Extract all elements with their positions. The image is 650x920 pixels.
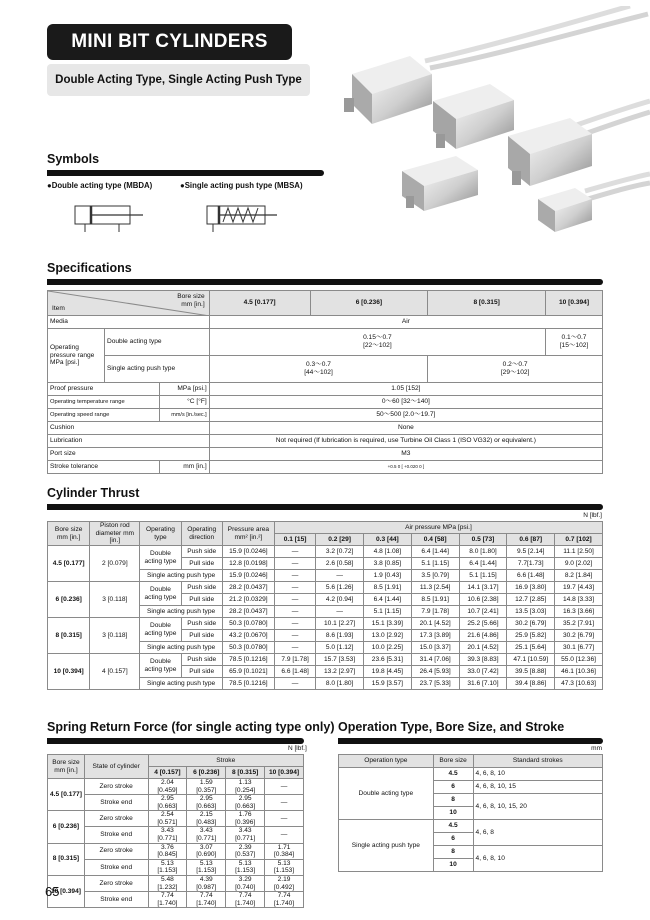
thrust-value-cell: — bbox=[316, 570, 364, 582]
table-row bbox=[48, 843, 304, 859]
thrust-value-cell: 5.1 [1.15] bbox=[364, 606, 412, 618]
spring-state-header: State of cylinder bbox=[84, 755, 148, 779]
thrust-value-cell: 11.3 [2.54] bbox=[411, 582, 459, 594]
specs-corner-cell bbox=[48, 291, 210, 316]
double-pressure-a-mpa: 0.15～0.7 bbox=[363, 334, 392, 342]
port-value: M3 bbox=[209, 448, 602, 461]
optype-bore: 8 bbox=[433, 794, 473, 807]
thrust-value-cell: 47.1 [10.59] bbox=[507, 654, 555, 666]
double-pressure-b-mpa: 0.1～0.7 bbox=[561, 334, 587, 342]
speed-unit: mm/s [in./sec.] bbox=[159, 409, 209, 422]
double-acting-label: Double acting type bbox=[104, 329, 209, 356]
optype-bore-header: Bore size bbox=[433, 755, 473, 768]
specs-rule bbox=[47, 279, 603, 285]
spring-value-cell: 2.54 [0.571] bbox=[148, 811, 187, 827]
optype-table bbox=[338, 754, 603, 872]
thrust-rule bbox=[47, 504, 603, 510]
single-pressure-b-mpa: 0.2～0.7 bbox=[502, 361, 528, 369]
thrust-value-cell: 5.1 [1.15] bbox=[411, 558, 459, 570]
thrust-value-cell: 15.0 [3.37] bbox=[411, 642, 459, 654]
thrust-value-cell: 7.9 [1.78] bbox=[274, 654, 315, 666]
spring-stroke-col: 4 [0.157] bbox=[148, 767, 187, 779]
thrust-type-cell: Single acting push type bbox=[140, 642, 223, 654]
single-pressure-b bbox=[428, 356, 603, 383]
single-pressure-b-psi: [29～102] bbox=[500, 369, 530, 376]
thrust-value-cell: 39.3 [8.83] bbox=[459, 654, 507, 666]
thrust-area-cell: 43.2 [0.0670] bbox=[222, 630, 274, 642]
spring-heading: Spring Return Force (for single acting type only) bbox=[47, 720, 335, 734]
spring-state-cell: Stroke end bbox=[84, 795, 148, 811]
table-row bbox=[48, 779, 304, 795]
thrust-area-cell: 21.2 [0.0329] bbox=[222, 594, 274, 606]
thrust-value-cell: 3.8 [0.85] bbox=[364, 558, 412, 570]
thrust-dir-header: Operating direction bbox=[181, 522, 222, 546]
thrust-value-cell: 3.2 [0.72] bbox=[316, 546, 364, 558]
spring-value-cell: 7.74 [1.740] bbox=[226, 892, 265, 908]
spring-value-cell: 3.29 [0.740] bbox=[226, 875, 265, 891]
spring-value-cell: 1.76 [0.396] bbox=[226, 811, 265, 827]
thrust-type-cell: Double acting type bbox=[140, 618, 181, 642]
thrust-bore-header: Bore size mm [in.] bbox=[48, 522, 90, 546]
thrust-area-cell: 50.3 [0.0780] bbox=[222, 618, 274, 630]
specs-heading: Specifications bbox=[47, 261, 132, 275]
thrust-value-cell: 6.4 [1.44] bbox=[364, 594, 412, 606]
spring-state-cell: Stroke end bbox=[84, 892, 148, 908]
thrust-area-cell: 78.5 [0.1216] bbox=[222, 678, 274, 690]
spring-stroke-header: Stroke bbox=[148, 755, 304, 767]
optype-strokes: 4, 6, 8 bbox=[473, 820, 602, 846]
thrust-value-cell: — bbox=[274, 594, 315, 606]
pressure-col-header: 0.6 [87] bbox=[507, 534, 555, 546]
optype-bore: 6 bbox=[433, 833, 473, 846]
spring-value-cell: 5.48 [1.232] bbox=[148, 875, 187, 891]
thrust-rod-cell: 2 [0.079] bbox=[90, 546, 140, 582]
spring-rule bbox=[47, 738, 304, 744]
thrust-value-cell: 20.1 [4.52] bbox=[459, 642, 507, 654]
thrust-value-cell: — bbox=[316, 606, 364, 618]
pressure-col-header: 0.3 [44] bbox=[364, 534, 412, 546]
thrust-value-cell: 15.7 [3.53] bbox=[316, 654, 364, 666]
thrust-dir-cell: Pull side bbox=[181, 594, 222, 606]
thrust-bore-cell: 8 [0.315] bbox=[48, 618, 90, 654]
thrust-value-cell: 39.4 [8.86] bbox=[507, 678, 555, 690]
optype-bore: 4.5 bbox=[433, 768, 473, 781]
thrust-value-cell: 35.2 [7.91] bbox=[555, 618, 603, 630]
thrust-dir-cell: Pull side bbox=[181, 630, 222, 642]
thrust-value-cell: 5.0 [1.12] bbox=[316, 642, 364, 654]
pressure-col-header: 0.4 [58] bbox=[411, 534, 459, 546]
thrust-value-cell: 7.9 [1.78] bbox=[411, 606, 459, 618]
thrust-value-cell: — bbox=[274, 582, 315, 594]
thrust-value-cell: 6.4 [1.44] bbox=[459, 558, 507, 570]
temp-value: 0～60 [32～140] bbox=[209, 396, 602, 409]
thrust-value-cell: 47.3 [10.63] bbox=[555, 678, 603, 690]
thrust-area-cell: 28.2 [0.0437] bbox=[222, 606, 274, 618]
cushion-label: Cushion bbox=[48, 422, 210, 435]
specs-table bbox=[47, 290, 603, 474]
spring-state-cell: Zero stroke bbox=[84, 875, 148, 891]
thrust-unit: N [lbf.] bbox=[583, 512, 602, 519]
thrust-value-cell: 26.4 [5.93] bbox=[411, 666, 459, 678]
spring-value-cell: 2.15 [0.483] bbox=[187, 811, 226, 827]
optype-strokes: 4, 6, 8, 10 bbox=[473, 846, 602, 872]
thrust-value-cell: 33.0 [7.42] bbox=[459, 666, 507, 678]
optype-bore: 8 bbox=[433, 846, 473, 859]
page-title: MINI BIT CYLINDERS bbox=[47, 24, 292, 60]
stroke-tol-label: Stroke tolerance bbox=[48, 461, 160, 474]
thrust-value-cell: 1.9 [0.43] bbox=[364, 570, 412, 582]
thrust-value-cell: 20.1 [4.52] bbox=[411, 618, 459, 630]
thrust-value-cell: 39.5 [8.88] bbox=[507, 666, 555, 678]
proof-value: 1.05 [152] bbox=[209, 383, 602, 396]
thrust-value-cell: 8.2 [1.84] bbox=[555, 570, 603, 582]
spring-value-cell: 7.74 [1.740] bbox=[265, 892, 304, 908]
spring-value-cell: 3.07 [0.690] bbox=[187, 843, 226, 859]
thrust-value-cell: 15.1 [3.39] bbox=[364, 618, 412, 630]
thrust-value-cell: 13.0 [2.92] bbox=[364, 630, 412, 642]
thrust-value-cell: 55.0 [12.36] bbox=[555, 654, 603, 666]
optype-bore: 10 bbox=[433, 859, 473, 872]
thrust-area-cell: 15.9 [0.0246] bbox=[222, 570, 274, 582]
single-pressure-a-psi: [44～102] bbox=[304, 369, 333, 376]
thrust-rod-header: Piston rod diameter mm [in.] bbox=[90, 522, 140, 546]
pressure-col-header: 0.7 [102] bbox=[555, 534, 603, 546]
thrust-value-cell: 16.3 [3.66] bbox=[555, 606, 603, 618]
thrust-area-cell: 12.8 [0.0198] bbox=[222, 558, 274, 570]
single-acting-symbol bbox=[195, 200, 285, 232]
thrust-value-cell: 30.1 [6.77] bbox=[555, 642, 603, 654]
lube-label: Lubrication bbox=[48, 435, 210, 448]
item-label: Item bbox=[52, 305, 65, 313]
optype-rule bbox=[338, 738, 603, 744]
pressure-col-header: 0.5 [73] bbox=[459, 534, 507, 546]
bore-header: 4.5 [0.177] bbox=[209, 291, 310, 316]
thrust-type-cell: Single acting push type bbox=[140, 678, 223, 690]
thrust-dir-cell: Push side bbox=[181, 654, 222, 666]
spring-value-cell: 7.74 [1.740] bbox=[187, 892, 226, 908]
spring-value-cell: 3.43 [0.771] bbox=[187, 827, 226, 843]
thrust-area-cell: 28.2 [0.0437] bbox=[222, 582, 274, 594]
thrust-value-cell: 6.6 [1.48] bbox=[274, 666, 315, 678]
spring-stroke-col: 10 [0.394] bbox=[265, 767, 304, 779]
symbol-double-label: ●Double acting type (MBDA) bbox=[47, 181, 153, 190]
thrust-value-cell: 13.5 [3.03] bbox=[507, 606, 555, 618]
thrust-value-cell: 10.6 [2.38] bbox=[459, 594, 507, 606]
pressure-col-header: 0.2 [29] bbox=[316, 534, 364, 546]
thrust-value-cell: 6.6 [1.48] bbox=[507, 570, 555, 582]
stroke-tol-value: +0.5 0 [ +0.020 0 ] bbox=[209, 461, 602, 474]
speed-label: Operating speed range bbox=[48, 409, 160, 422]
thrust-value-cell: 17.3 [3.89] bbox=[411, 630, 459, 642]
cylinder-4-shape bbox=[402, 156, 478, 211]
thrust-dir-cell: Pull side bbox=[181, 558, 222, 570]
thrust-value-cell: 30.2 [6.79] bbox=[555, 630, 603, 642]
bore-header: 8 [0.315] bbox=[428, 291, 546, 316]
table-row bbox=[48, 546, 603, 558]
thrust-value-cell: 25.1 [5.64] bbox=[507, 642, 555, 654]
page-subtitle: Double Acting Type, Single Acting Push Type bbox=[47, 64, 310, 96]
spring-value-cell: 3.76 [0.845] bbox=[148, 843, 187, 859]
spring-value-cell: 5.13 [1.153] bbox=[148, 859, 187, 875]
thrust-value-cell: — bbox=[274, 642, 315, 654]
thrust-value-cell: 25.9 [5.82] bbox=[507, 630, 555, 642]
proof-unit: MPa [psi.] bbox=[159, 383, 209, 396]
thrust-value-cell: 8.0 [1.80] bbox=[459, 546, 507, 558]
thrust-rod-cell: 3 [0.118] bbox=[90, 582, 140, 618]
thrust-value-cell: 46.1 [10.36] bbox=[555, 666, 603, 678]
optype-type-header: Operation type bbox=[339, 755, 434, 768]
cushion-value: None bbox=[209, 422, 602, 435]
temp-label: Operating temperature range bbox=[48, 396, 160, 409]
cylinder-2-shape bbox=[433, 84, 514, 149]
thrust-dir-cell: Push side bbox=[181, 582, 222, 594]
double-pressure-a-psi: [22～102] bbox=[363, 342, 392, 349]
media-label: Media bbox=[48, 316, 210, 329]
table-row bbox=[48, 875, 304, 891]
thrust-bore-cell: 4.5 [0.177] bbox=[48, 546, 90, 582]
table-row bbox=[48, 582, 603, 594]
spring-value-cell: 2.04 [0.459] bbox=[148, 779, 187, 795]
symbol-single-label: ●Single acting push type (MBSA) bbox=[180, 181, 303, 190]
optype-bore: 10 bbox=[433, 807, 473, 820]
optype-heading: Operation Type, Bore Size, and Stroke bbox=[338, 720, 565, 734]
spring-bore-cell: 6 [0.236] bbox=[48, 811, 85, 843]
table-row bbox=[48, 827, 304, 843]
spring-value-cell: 2.95 [0.663] bbox=[187, 795, 226, 811]
symbols-rule bbox=[47, 170, 324, 176]
spring-table bbox=[47, 754, 304, 908]
thrust-value-cell: 6.4 [1.44] bbox=[411, 546, 459, 558]
thrust-value-cell: — bbox=[274, 630, 315, 642]
spring-value-cell: — bbox=[265, 779, 304, 795]
double-pressure-a bbox=[209, 329, 545, 356]
thrust-type-cell: Single acting push type bbox=[140, 606, 223, 618]
thrust-value-cell: 8.5 [1.91] bbox=[411, 594, 459, 606]
spring-value-cell: — bbox=[265, 811, 304, 827]
spring-value-cell: 2.95 [0.663] bbox=[226, 795, 265, 811]
thrust-bore-cell: 10 [0.394] bbox=[48, 654, 90, 690]
table-row bbox=[48, 654, 603, 666]
temp-unit: °C [°F] bbox=[159, 396, 209, 409]
thrust-bore-cell: 6 [0.236] bbox=[48, 582, 90, 618]
spring-bore-header: Bore size mm [in.] bbox=[48, 755, 85, 779]
proof-label: Proof pressure bbox=[48, 383, 160, 396]
double-pressure-b-psi: [15～102] bbox=[559, 342, 589, 349]
thrust-value-cell: 19.8 [4.45] bbox=[364, 666, 412, 678]
bore-header: 10 [0.394] bbox=[546, 291, 603, 316]
thrust-value-cell: 19.7 [4.43] bbox=[555, 582, 603, 594]
double-acting-symbol bbox=[55, 200, 145, 232]
thrust-type-cell: Double acting type bbox=[140, 582, 181, 606]
spring-value-cell: 2.95 [0.663] bbox=[148, 795, 187, 811]
thrust-value-cell: — bbox=[274, 606, 315, 618]
optype-single-label: Single acting push type bbox=[339, 820, 434, 872]
spring-value-cell: 1.71 [0.384] bbox=[265, 843, 304, 859]
optype-double-label: Double acting type bbox=[339, 768, 434, 820]
thrust-value-cell: 3.5 [0.79] bbox=[411, 570, 459, 582]
single-pressure-a-mpa: 0.3～0.7 bbox=[306, 361, 331, 369]
spring-value-cell: 5.13 [1.153] bbox=[226, 859, 265, 875]
thrust-type-cell: Single acting push type bbox=[140, 570, 223, 582]
thrust-rod-cell: 4 [0.157] bbox=[90, 654, 140, 690]
thrust-area-cell: 50.3 [0.0780] bbox=[222, 642, 274, 654]
thrust-value-cell: 5.1 [1.15] bbox=[459, 570, 507, 582]
page-number: 65 bbox=[45, 884, 60, 899]
spring-value-cell: 7.74 [1.740] bbox=[148, 892, 187, 908]
thrust-value-cell: 13.2 [2.97] bbox=[316, 666, 364, 678]
optype-strokes: 4, 6, 8, 10 bbox=[473, 768, 602, 781]
thrust-value-cell: — bbox=[274, 546, 315, 558]
spring-bore-cell: 8 [0.315] bbox=[48, 843, 85, 875]
media-value: Air bbox=[209, 316, 602, 329]
speed-value: 50～500 [2.0～19.7] bbox=[209, 409, 602, 422]
spring-value-cell: 5.13 [1.153] bbox=[265, 859, 304, 875]
table-row bbox=[48, 795, 304, 811]
thrust-value-cell: 10.1 [2.27] bbox=[316, 618, 364, 630]
thrust-area-cell: 78.5 [0.1216] bbox=[222, 654, 274, 666]
thrust-value-cell: 21.6 [4.86] bbox=[459, 630, 507, 642]
thrust-value-cell: 14.1 [3.17] bbox=[459, 582, 507, 594]
spring-value-cell: 4.39 [0.987] bbox=[187, 875, 226, 891]
spring-state-cell: Stroke end bbox=[84, 859, 148, 875]
thrust-area-cell: 65.9 [0.1021] bbox=[222, 666, 274, 678]
table-row bbox=[48, 811, 304, 827]
thrust-value-cell: 8.6 [1.93] bbox=[316, 630, 364, 642]
spring-value-cell: 2.39 [0.537] bbox=[226, 843, 265, 859]
optype-bore: 4.5 bbox=[433, 820, 473, 833]
thrust-body bbox=[48, 546, 603, 690]
spring-state-cell: Zero stroke bbox=[84, 811, 148, 827]
thrust-dir-cell: Push side bbox=[181, 546, 222, 558]
thrust-value-cell: 23.6 [5.31] bbox=[364, 654, 412, 666]
thrust-value-cell: 2.6 [0.58] bbox=[316, 558, 364, 570]
spring-state-cell: Stroke end bbox=[84, 827, 148, 843]
spring-value-cell: — bbox=[265, 795, 304, 811]
spring-value-cell: 3.43 [0.771] bbox=[148, 827, 187, 843]
thrust-value-cell: 9.0 [2.02] bbox=[555, 558, 603, 570]
spring-body bbox=[48, 779, 304, 908]
thrust-area-header: Pressure area mm² [in.²] bbox=[222, 522, 274, 546]
thrust-dir-cell: Push side bbox=[181, 618, 222, 630]
thrust-value-cell: — bbox=[274, 570, 315, 582]
spring-state-cell: Zero stroke bbox=[84, 843, 148, 859]
single-acting-label: Single acting push type bbox=[104, 356, 209, 383]
thrust-value-cell: 8.0 [1.80] bbox=[316, 678, 364, 690]
spring-value-cell: 3.43 [0.771] bbox=[226, 827, 265, 843]
thrust-value-cell: 5.6 [1.26] bbox=[316, 582, 364, 594]
symbols-heading: Symbols bbox=[47, 152, 100, 166]
thrust-value-cell: 9.5 [2.14] bbox=[507, 546, 555, 558]
product-photo bbox=[330, 6, 650, 238]
lube-value: Not required (If lubrication is required, use Turbine Oil Class 1 (ISO VG32) or equivalent.) bbox=[209, 435, 602, 448]
cylinder-1-shape bbox=[344, 56, 432, 124]
spring-unit: N [lbf.] bbox=[288, 745, 307, 752]
spring-value-cell: — bbox=[265, 827, 304, 843]
table-row bbox=[48, 618, 603, 630]
port-label: Port size bbox=[48, 448, 210, 461]
thrust-value-cell: 7.7[1.73] bbox=[507, 558, 555, 570]
thrust-table bbox=[47, 521, 603, 690]
thrust-value-cell: 16.9 [3.80] bbox=[507, 582, 555, 594]
double-pressure-b bbox=[546, 329, 603, 356]
cylinder-5-shape bbox=[538, 188, 592, 232]
thrust-value-cell: 4.8 [1.08] bbox=[364, 546, 412, 558]
thrust-value-cell: 12.7 [2.85] bbox=[507, 594, 555, 606]
thrust-value-cell: 10.0 [2.25] bbox=[364, 642, 412, 654]
thrust-value-cell: — bbox=[274, 678, 315, 690]
pressure-col-header: 0.1 [15] bbox=[274, 534, 315, 546]
spring-value-cell: 5.13 [1.153] bbox=[187, 859, 226, 875]
thrust-value-cell: 31.4 [7.06] bbox=[411, 654, 459, 666]
bore-size-label: Bore size mm [in.] bbox=[177, 293, 205, 308]
spring-stroke-col: 8 [0.315] bbox=[226, 767, 265, 779]
cylinder-3-shape bbox=[508, 118, 592, 186]
thrust-area-cell: 15.9 [0.0246] bbox=[222, 546, 274, 558]
spring-stroke-col: 6 [0.236] bbox=[187, 767, 226, 779]
spring-value-cell: 2.19 [0.492] bbox=[265, 875, 304, 891]
thrust-value-cell: 15.9 [3.57] bbox=[364, 678, 412, 690]
spring-value-cell: 1.13 [0.254] bbox=[226, 779, 265, 795]
optype-unit: mm bbox=[591, 745, 602, 752]
thrust-value-cell: 4.2 [0.94] bbox=[316, 594, 364, 606]
thrust-value-cell: — bbox=[274, 558, 315, 570]
thrust-dir-cell: Pull side bbox=[181, 666, 222, 678]
table-row bbox=[48, 892, 304, 908]
thrust-heading: Cylinder Thrust bbox=[47, 486, 140, 500]
thrust-rod-cell: 3 [0.118] bbox=[90, 618, 140, 654]
pressure-label: Operating pressure range MPa [psi.] bbox=[48, 329, 105, 383]
spring-value-cell: 1.59 [0.357] bbox=[187, 779, 226, 795]
thrust-type-header: Operating type bbox=[140, 522, 181, 546]
thrust-value-cell: 8.5 [1.91] bbox=[364, 582, 412, 594]
thrust-value-cell: 31.6 [7.10] bbox=[459, 678, 507, 690]
thrust-value-cell: 14.8 [3.33] bbox=[555, 594, 603, 606]
thrust-value-cell: 11.1 [2.50] bbox=[555, 546, 603, 558]
thrust-value-cell: 10.7 [2.41] bbox=[459, 606, 507, 618]
table-row bbox=[48, 859, 304, 875]
single-pressure-a bbox=[209, 356, 428, 383]
thrust-value-cell: 23.7 [5.33] bbox=[411, 678, 459, 690]
thrust-pressure-header: Air pressure MPa [psi.] bbox=[274, 522, 602, 534]
spring-bore-cell: 4.5 [0.177] bbox=[48, 779, 85, 811]
bore-header: 6 [0.236] bbox=[310, 291, 428, 316]
thrust-value-cell: 25.2 [5.66] bbox=[459, 618, 507, 630]
thrust-type-cell: Double acting type bbox=[140, 654, 181, 678]
optype-strokes-header: Standard strokes bbox=[473, 755, 602, 768]
thrust-value-cell: — bbox=[274, 618, 315, 630]
stroke-tol-unit: mm [in.] bbox=[159, 461, 209, 474]
spring-bore-cell: 10 [0.394] bbox=[48, 875, 85, 907]
thrust-type-cell: Double acting type bbox=[140, 546, 181, 570]
thrust-value-cell: 30.2 [6.79] bbox=[507, 618, 555, 630]
spring-state-cell: Zero stroke bbox=[84, 779, 148, 795]
optype-strokes: 4, 6, 8, 10, 15, 20 bbox=[473, 794, 602, 820]
optype-bore: 6 bbox=[433, 781, 473, 794]
optype-strokes: 4, 6, 8, 10, 15 bbox=[473, 781, 602, 794]
